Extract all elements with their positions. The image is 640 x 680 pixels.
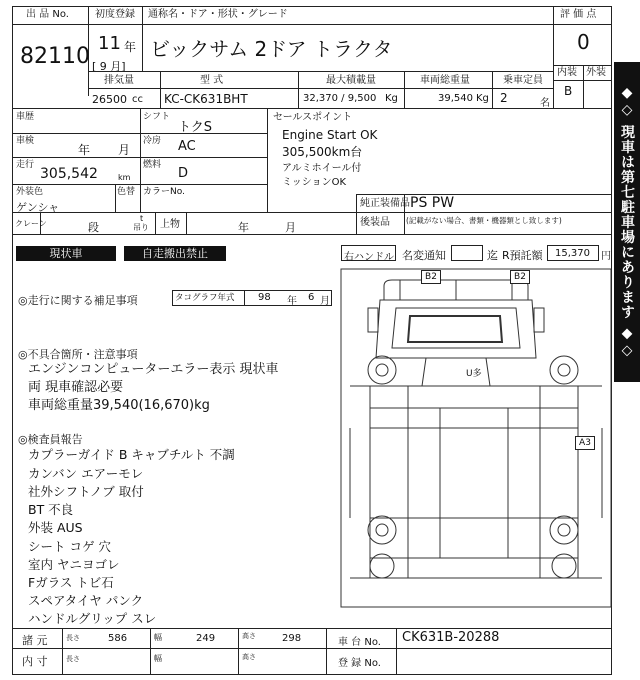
genuine-equipment-value: PS PW (410, 195, 455, 211)
inspector-line-7: 室内 ヤニヨゴレ (28, 557, 120, 572)
yen-unit: 円 (601, 251, 611, 262)
height-value: 298 (282, 633, 302, 644)
inspector-report-label: ◎検査員報告 (18, 433, 83, 446)
vin-value: CK631B-20288 (402, 630, 500, 645)
inspector-line-10: ハンドルグリップ スレ (28, 611, 157, 626)
recycle-deposit-label: R預託額 (502, 249, 543, 262)
due-label: 迄 (487, 249, 498, 262)
mileage-unit: km (118, 173, 131, 182)
sales-point-2: 305,500km台 (282, 145, 363, 159)
first-registration-label: 初度登録 (95, 9, 135, 20)
gross-weight-value: 39,540 (438, 93, 473, 104)
inspector-line-6: シート コゲ 穴 (28, 539, 111, 554)
grade-label: 評 価 点 (560, 9, 597, 20)
defect-line-1: エンジンコンピューターエラー表示 現状車 (28, 362, 279, 377)
max-load-value: 32,370 / 9,500 (303, 93, 377, 104)
tachograph-month-unit: 月 (320, 296, 330, 307)
exterior-color-value: ゲンシャ (16, 201, 60, 214)
vin-label: 車 台 No. (338, 637, 381, 648)
damage-tag-b2-right: B2 (510, 270, 530, 284)
length-label: 長さ (66, 634, 80, 642)
vehicle-condition-diagram (340, 268, 612, 608)
first-registration-year: 11 (98, 33, 121, 54)
crane-step-unit: 段 (88, 221, 99, 234)
side-banner (614, 62, 640, 382)
inspection-label: 車検 (16, 136, 35, 146)
max-load-unit: Kg (385, 93, 398, 104)
lot-number: 82110 (20, 44, 90, 69)
cooling-value: AC (178, 139, 196, 154)
right-handle-label: 右ハンドル (344, 252, 394, 263)
interior-grade-label: 内装 (557, 67, 577, 78)
recycle-deposit-value: 15,370 (555, 248, 590, 259)
displacement-value: 26500 (92, 93, 127, 106)
displacement-label: 排気量 (104, 75, 134, 86)
displacement-unit: cc (132, 94, 143, 105)
width-value: 249 (196, 633, 216, 644)
lot-label: 出 品 No. (26, 9, 69, 20)
color-code-label: カラーNo. (143, 187, 185, 197)
shift-label: シフト (143, 112, 171, 122)
mileage-label: 走行 (16, 160, 35, 170)
tachograph-label: タコグラフ年式 (175, 293, 235, 303)
registration-label: 登 録 No. (338, 658, 381, 669)
current-status-badge: 現状車 (16, 246, 116, 261)
length-value: 586 (108, 633, 128, 644)
color-change-label: 色替 (117, 187, 136, 197)
height-label: 高さ (242, 632, 256, 640)
inner-height-label: 高さ (242, 653, 256, 661)
aftermarket-label: 後装品 (360, 217, 390, 228)
shift-value: トクS (178, 120, 212, 135)
inner-width-label: 幅 (154, 654, 162, 663)
inspector-line-4: BT 不良 (28, 502, 74, 517)
crane-label: クレーン (15, 219, 47, 228)
exterior-grade-label: 外装 (586, 67, 606, 78)
inner-dimensions-label: 内 寸 (22, 655, 48, 668)
fuel-label: 燃料 (143, 160, 162, 170)
dimensions-label: 諸 元 (22, 634, 48, 647)
genuine-equipment-label: 純正装備品 (360, 198, 410, 209)
inner-length-label: 長さ (66, 655, 80, 663)
max-load-label: 最大積載量 (326, 75, 376, 86)
inspection-year-unit: 年 (78, 143, 91, 157)
defects-label: ◎不具合箇所・注意事項 (18, 348, 138, 361)
year-unit: 年 (124, 40, 137, 54)
gross-weight-unit: Kg (476, 93, 489, 104)
inspector-line-8: Fガラス トビ石 (28, 575, 114, 590)
exterior-color-label: 外装色 (16, 187, 44, 197)
name-change-label: 名変通知 (402, 249, 446, 262)
sales-point-3: アルミホイール付 (282, 163, 362, 174)
running-remarks-label: ◎走行に関する補足事項 (18, 294, 138, 307)
body-year-unit: 年 (238, 221, 249, 234)
inspection-month-unit: 月 (118, 143, 131, 157)
sales-point-1: Engine Start OK (282, 128, 378, 142)
sales-points-label: セールスポイント (273, 112, 353, 123)
model-code: KC-CK631BHT (164, 92, 248, 106)
interior-grade-value: B (564, 84, 573, 98)
capacity-label: 乗車定員 (503, 75, 543, 86)
gross-weight-label: 車両総重量 (420, 75, 470, 86)
vehicle-name: ビックサム 2ドア トラクタ (150, 37, 393, 61)
tachograph-year-unit: 年 (287, 296, 297, 307)
crane-ton-unit: t (140, 214, 144, 223)
damage-tag-a3: A3 (575, 436, 595, 450)
model-label: 型 式 (200, 75, 224, 86)
sales-point-4: ミッションOK (282, 177, 347, 188)
fuel-value: D (178, 166, 189, 181)
crane-suspension-unit: 吊り (133, 223, 149, 232)
inspector-line-9: スペアタイヤ パンク (28, 593, 144, 608)
capacity-value: 2 (500, 91, 508, 105)
body-month-unit: 月 (285, 221, 296, 234)
defect-line-2: 両 現車確認必要 (28, 380, 124, 395)
first-registration-month: [ 9 月] (92, 60, 126, 73)
width-label: 幅 (154, 633, 162, 642)
aftermarket-note: (記載がない場合、書類・機器類とし致します) (406, 216, 562, 225)
history-label: 車歴 (16, 112, 35, 122)
body-label: 上物 (160, 219, 180, 230)
inspector-line-5: 外装 AUS (28, 520, 83, 535)
self-drive-prohibited-badge: 自走搬出禁止 (124, 246, 226, 261)
tachograph-month: 6 (308, 292, 315, 303)
cooling-label: 冷房 (143, 136, 162, 146)
side-banner-text: ◆◇ 現車は第七駐車場にあります ◆◇ (619, 84, 635, 360)
tachograph-year: 98 (258, 292, 271, 303)
defect-line-3: 車両総重量39,540(16,670)kg (28, 398, 210, 413)
capacity-unit: 名 (540, 98, 550, 109)
inspector-line-3: 社外シフトノブ 取付 (28, 484, 144, 499)
mileage-value: 305,542 (40, 166, 98, 182)
inspector-line-2: カンバン エアーモレ (28, 466, 144, 481)
vehicle-name-label: 通称名・ドア・形状・グレード (148, 9, 288, 20)
inspector-line-1: カプラーガイド B キャブチルト 不調 (28, 447, 235, 462)
grade-value: 0 (577, 30, 590, 54)
name-change-box (451, 245, 483, 261)
damage-mark-u: U多 (466, 369, 482, 379)
damage-tag-b2-left: B2 (421, 270, 441, 284)
